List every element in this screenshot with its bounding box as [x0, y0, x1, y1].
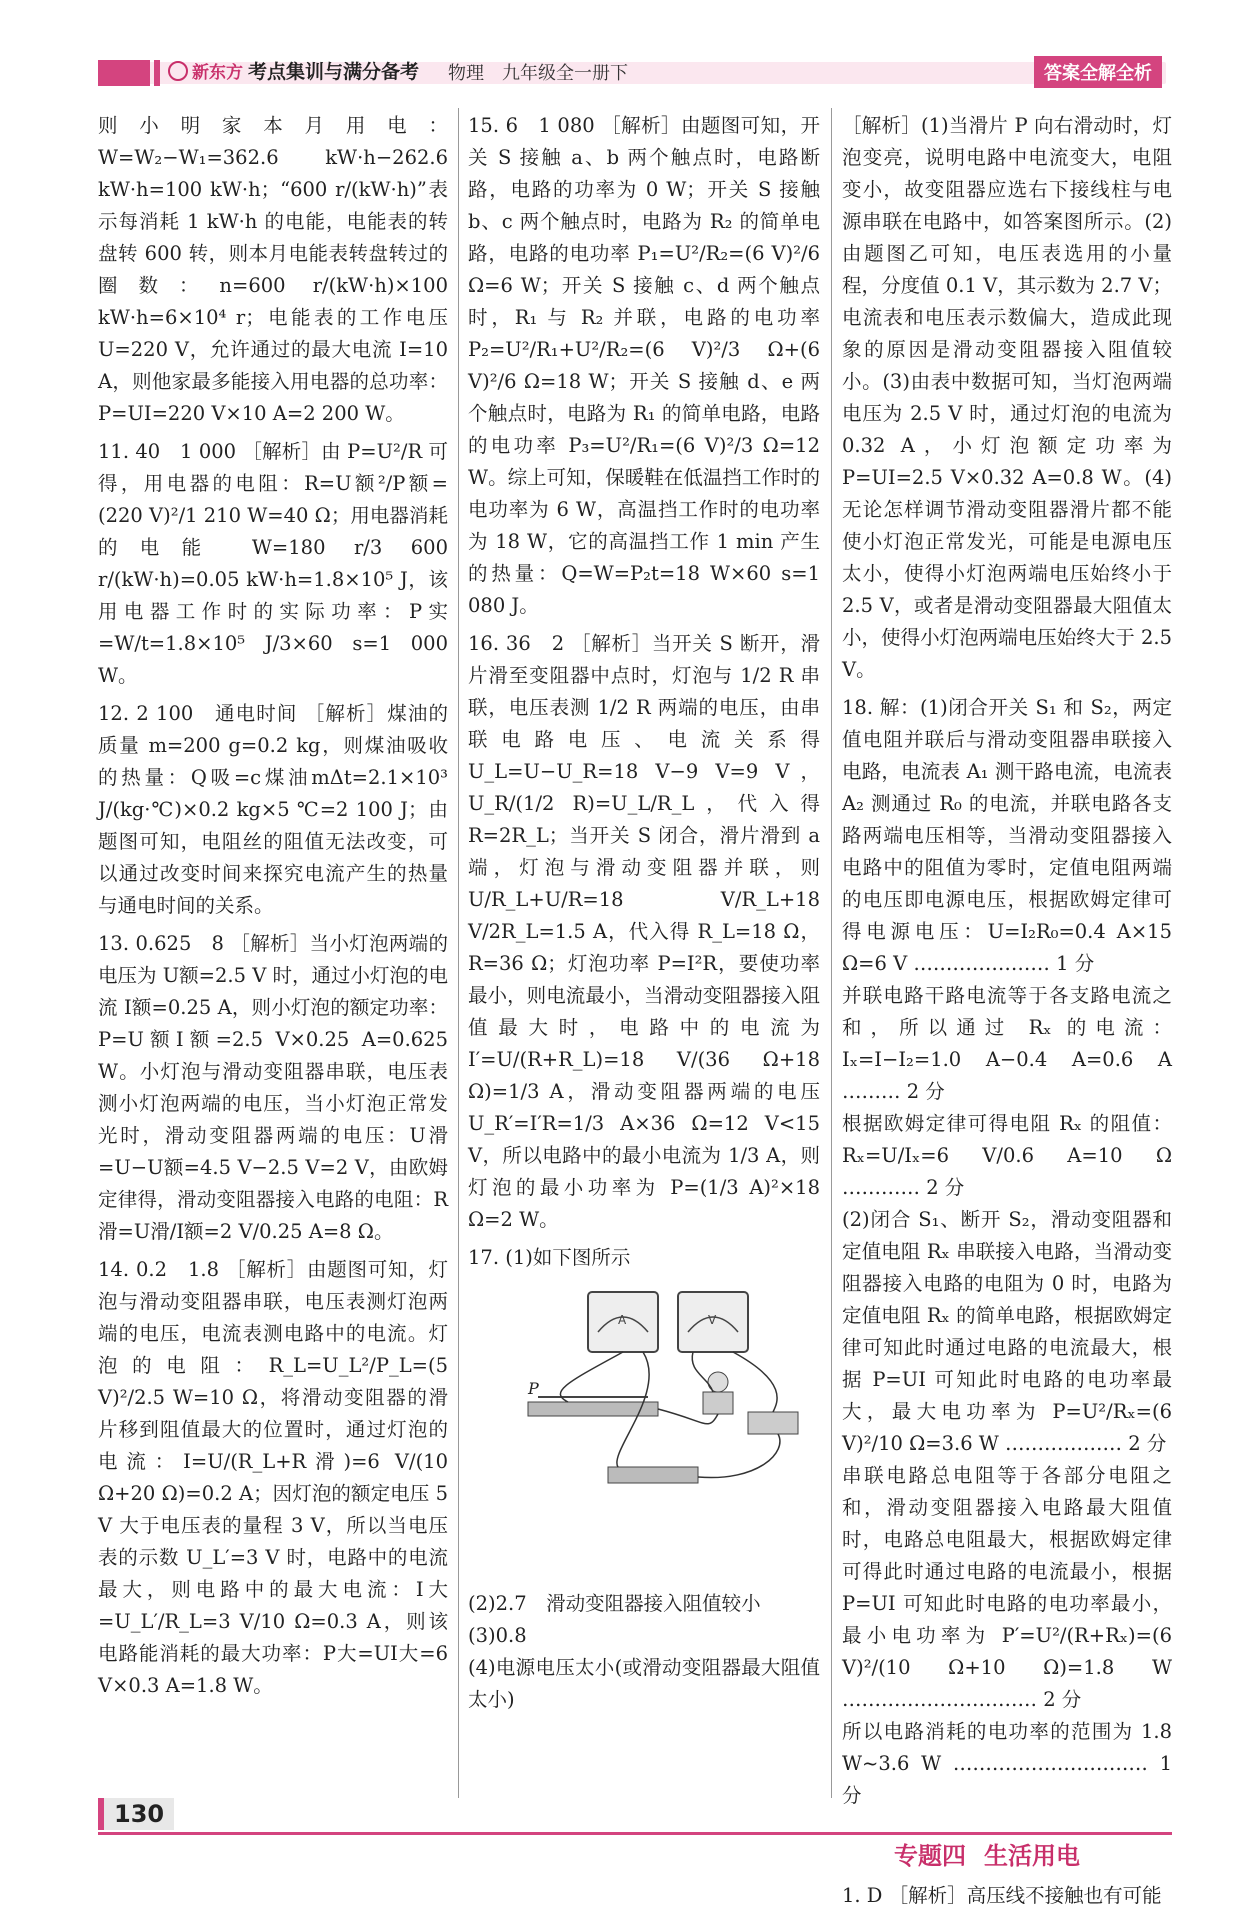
page-header [0, 0, 1250, 100]
section-badge: 答案全解全析 [1034, 56, 1162, 88]
answer-17-3: (3)0.8 [468, 1624, 527, 1647]
answer-18-step: 所以电路消耗的电功率的范围为 1.8 W~3.6 W ………………………… 1 分 [842, 1720, 1172, 1807]
answer-15: 15. 6 1 080 ［解析］由题图可知，开关 S 接触 a、b 两个触点时，电路断路，电路的功率为 0 W；开关 S 接触 b、c 两个触点时，电路为 R₂ 的简单电路，电路的电功率 P₁=U²/R₂=(6 V)²/6 Ω=6 W；开关 S 接触 c、d 两个触点时，R₁ 与 R₂ 并联，电路的电功率 P₂=U²/R₁+U²/R₂=(6 V)²/3 Ω+(6 V)²/6 Ω=18 W；开关 S 接触 d、e 两个触点时，电路为 R₁ 的简单电路，电路的电功率 P₃=U²/R₁=(6 V)²/3 Ω=12 W。综上可知，保暖鞋在低温挡工作时的电功率为 6 W，高温挡工作时的电功率为 18 W，它的高温挡工作 1 min 产生的热量：Q=W=P₂t=18 W×60 s=1 080 J。 [468, 114, 820, 617]
column-2 [468, 110, 820, 1716]
answer-17: 17. (1)如下图所示 [468, 1246, 631, 1269]
answer-16: 16. 36 2 ［解析］当开关 S 断开，滑片滑至变阻器中点时，灯泡与 1/2 R 串联，电压表测 1/2 R 两端的电压，由串联电路电压、电流关系得 U_L=U−U_R=18 V−9 V=9 V，U_R/(1/2 R)=U_L/R_L，代入得 R=2R_L；当开关 S 闭合，滑片滑到 a 端，灯泡与滑动变阻器并联，则 U/R_L+U/R=18 V/R_L+18 V/2R_L=1.5 A，代入得 R_L=18 Ω，R=36 Ω；灯泡功率 P=I²R，要使功率最小，则电流最小，当滑动变阻器接入阻值最大时，电路中的电流为 I′=U/(R+R_L)=18 V/(36 Ω+18 Ω)=1/3 A，滑动变阻器两端的电压 U_R′=I′R=1/3 A×36 Ω=12 V<15 V，所以电路中的最小电流为 1/3 A，则灯泡的最小功率为 P=(1/3 A)²×18 Ω=2 W。 [468, 632, 820, 1231]
answer-13: 13. 0.625 8 ［解析］当小灯泡两端的电压为 U额=2.5 V 时，通过小灯泡的电流 I额=0.25 A，则小灯泡的额定功率：P=U额I额=2.5 V×0.25 A=0.625 W。小灯泡与滑动变阻器串联，电压表测小灯泡两端的电压，当小灯泡正常发光时，滑动变阻器两端的电压：U滑=U−U额=4.5 V−2.5 V=2 V，由欧姆定律得，滑动变阻器接入电路的电阻：R滑=U滑/I额=2 V/0.25 A=8 Ω。 [98, 932, 448, 1243]
page-number: 130 [98, 1798, 174, 1830]
answer-paragraph: 则小明家本月用电：W=W₂−W₁=362.6 kW·h−262.6 kW·h=100 kW·h；“600 r/(kW·h)”表示每消耗 1 kW·h 的电能，电能表的转盘转 600 转，则本月电能表转盘转过的圈数：n=600 r/(kW·h)×100 kW·h=6×10⁴ r；电能表的工作电压 U=220 V，允许通过的最大电流 I=10 A，则他家最多能接入用电器的总功率：P=UI=220 V×10 A=2 200 W。 [98, 114, 448, 425]
svg-text:P: P [528, 1379, 539, 1398]
brand-logo: 新东方 [168, 58, 243, 83]
logo-icon [168, 61, 188, 81]
column-1 [98, 110, 448, 1702]
answer-11: 11. 40 1 000 ［解析］由 P=U²/R 可得，用电器的电阻：R=U额²/P额=(220 V)²/1 210 W=40 Ω；用电器消耗的电能 W=180 r/3 600 r/(kW·h)=0.05 kW·h=1.8×10⁵ J，该用电器工作时的实际功率：P实=W/t=1.8×10⁵ J/3×60 s=1 000 W。 [98, 440, 448, 687]
answer-18-step: 并联电路干路电流等于各支路电流之和，所以通过 Rₓ 的电流：Iₓ=I−I₂=1.0 A−0.4 A=0.6 A ……… 2 分 [842, 984, 1172, 1103]
circuit-diagram [508, 1282, 828, 1582]
header-stripe [154, 60, 160, 86]
answer-18-step: (2)闭合 S₁、断开 S₂，滑动变阻器和定值电阻 Rₓ 串联接入电路，当滑动变阻器接入电路的电阻为 0 时，电路为定值电阻 Rₓ 的简单电路，根据欧姆定律可知此时通过电路的电流最大，根据 P=UI 可知此时电路的电功率最大，最大电功率为 P=U²/Rₓ=(6 V)²/10 Ω=3.6 W ……………… 2 分 [842, 1208, 1172, 1455]
header-color-block [98, 60, 150, 86]
answer-17-explanation: ［解析］(1)当滑片 P 向右滑动时，灯泡变亮，说明电路中电流变大，电阻变小，故变阻器应选右下接线柱与电源串联在电路中，如答案图所示。(2)由题图乙可知，电压表选用的小量程，分度值 0.1 V，其示数为 2.7 V；电流表和电压表示数偏大，造成此现象的原因是滑动变阻器接入阻值较小。(3)由表中数据可知，当灯泡两端电压为 2.5 V 时，通过灯泡的电流为 0.32 A，小灯泡额定功率为 P=UI=2.5 V×0.32 A=0.8 W。(4)无论怎样调节滑动变阻器滑片都不能使小灯泡正常发光，可能是电源电压太小，使得小灯泡两端电压始终小于 2.5 V，或者是滑动变阻器最大阻值太小，使得小灯泡两端电压始终大于 2.5 V。 [842, 114, 1172, 681]
answer-14: 14. 0.2 1.8 ［解析］由题图可知，灯泡与滑动变阻器串联，电压表测灯泡两端的电压，电流表测电路中的电流。灯泡的电阻：R_L=U_L²/P_L=(5 V)²/2.5 W=10 Ω，将滑动变阻器的滑片移到阻值最大的位置时，通过灯泡的电流：I=U/(R_L+R滑)=6 V/(10 Ω+20 Ω)=0.2 A；因灯泡的额定电压 5 V 大于电压表的量程 3 V，所以当电压表的示数 U_L′=3 V 时，电路中的电流最大，则电路中的最大电流：I大=U_L′/R_L=3 V/10 Ω=0.3 A，则该电路能消耗的最大功率：P大=UI大=6 V×0.3 A=1.8 W。 [98, 1258, 448, 1697]
column-divider [831, 108, 832, 1798]
answer-18: 18. 解：(1)闭合开关 S₁ 和 S₂，两定值电阻并联后与滑动变阻器串联接入电路，电流表 A₁ 测干路电流，电流表 A₂ 测通过 R₀ 的电流，并联电路各支路两端电压相等，当滑动变阻器接入电路中的阻值为零时，定值电阻两端的电压即电源电压，根据欧姆定律可得电源电压：U=I₂R₀=0.4 A×15 Ω=6 V ………………… 1 分 [842, 696, 1172, 975]
svg-text:A: A [618, 1313, 627, 1327]
answer-12: 12. 2 100 通电时间 ［解析］煤油的质量 m=200 g=0.2 kg，则煤油吸收的热量：Q吸=c煤油mΔt=2.1×10³ J/(kg·℃)×0.2 kg×5 ℃=2 100 J；由题图可知，电阻丝的阻值无法改变，可以通过改变时间来探究电流产生的热量与通电时间的关系。 [98, 702, 448, 917]
topic-heading: 专题四 生活用电 [894, 1842, 1080, 1870]
circuit-svg [508, 1282, 828, 1502]
answer-17-2: (2)2.7 滑动变阻器接入阻值较小 [468, 1592, 761, 1615]
book-subject: 物理 九年级全一册下 [448, 63, 628, 84]
answer-17-4: (4)电源电压太小(或滑动变阻器最大阻值太小) [468, 1656, 820, 1711]
answer-18-step: 串联电路总电阻等于各部分电阻之和，滑动变阻器接入电路最大阻值时，电路总电阻最大，根据欧姆定律可得此时通过电路的电流最小，根据 P=UI 可知此时电路的电功率最小，最小电功率为 P′=U²/(R+Rₓ)=(6 V)²/(10 Ω+10 Ω)=1.8 W ………………………… 2 分 [842, 1464, 1172, 1711]
column-divider [458, 108, 459, 1798]
column-3 [842, 110, 1172, 1912]
footer-line [98, 1832, 1172, 1835]
book-title: 考点集训与满分备考 [248, 61, 420, 83]
svg-text:V: V [708, 1313, 717, 1327]
answer-18-step: 根据欧姆定律可得电阻 Rₓ 的阻值：Rₓ=U/Iₓ=6 V/0.6 A=10 Ω ………… 2 分 [842, 1112, 1172, 1199]
battery-icon [608, 1467, 698, 1483]
topic-answer-1: 1. D ［解析］高压线不接触也有可能 [842, 1884, 1162, 1907]
switch-icon [748, 1412, 798, 1434]
